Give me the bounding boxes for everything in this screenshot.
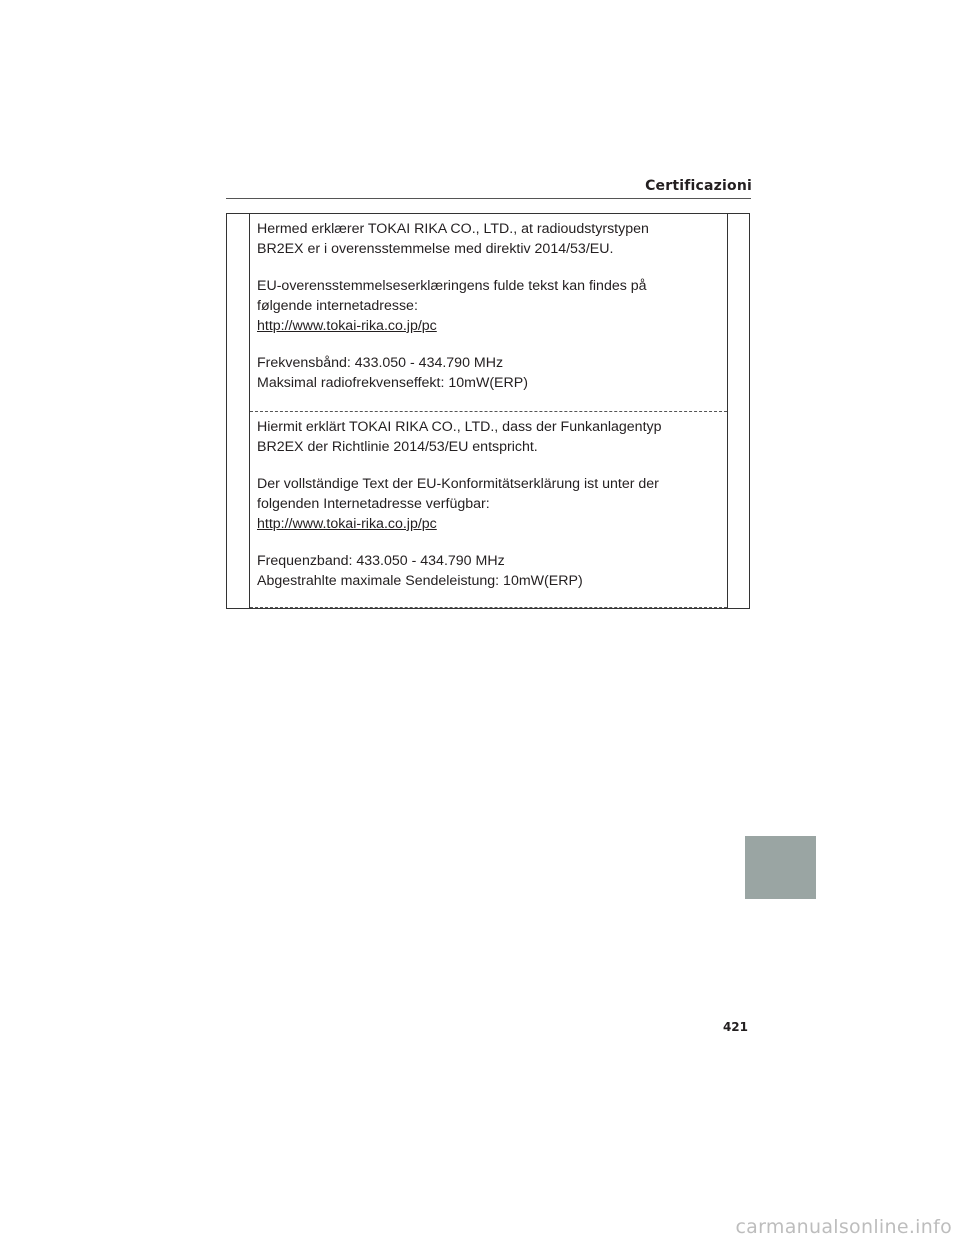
tokai-rika-link[interactable]: http://www.tokai-rika.co.jp/pc [257,516,437,532]
chapter-side-tab [745,836,816,899]
header-divider [226,198,751,199]
danish-declaration-section [250,214,727,412]
max-power: Abgestrahlte maximale Sendeleistung: 10mW(ERP) [257,573,583,589]
fulltext-line: følgende internetadresse: [257,298,418,314]
page-number: 421 [722,1020,748,1034]
declaration-line: Hiermit erklärt TOKAI RIKA CO., LTD., dass der Funkanlagentyp [257,419,662,435]
max-power: Maksimal radiofrekvenseffekt: 10mW(ERP) [257,375,528,391]
frequency-band: Frekvensbånd: 433.050 - 434.790 MHz [257,355,504,371]
page-header-title: Certificazioni [645,178,752,194]
tokai-rika-link[interactable]: http://www.tokai-rika.co.jp/pc [257,318,437,334]
declaration-line: BR2EX er i overensstemmelse med direktiv 2014/53/EU. [257,241,614,257]
german-declaration-section [250,412,727,608]
fulltext-line: EU-overensstemmelseserklæringens fulde tekst kan findes på [257,278,647,294]
watermark: carmanualsonline.info [735,1216,952,1238]
fulltext-line: folgenden Internetadresse verfügbar: [257,496,490,512]
certification-table [226,213,750,609]
table-right-column-line [727,214,728,608]
frequency-band: Frequenzband: 433.050 - 434.790 MHz [257,553,505,569]
declaration-line: BR2EX der Richtlinie 2014/53/EU entspricht. [257,439,538,455]
declaration-line: Hermed erklærer TOKAI RIKA CO., LTD., at radioudstyrstypen [257,221,649,237]
fulltext-line: Der vollständige Text der EU-Konformitätserklärung ist unter der [257,476,659,492]
